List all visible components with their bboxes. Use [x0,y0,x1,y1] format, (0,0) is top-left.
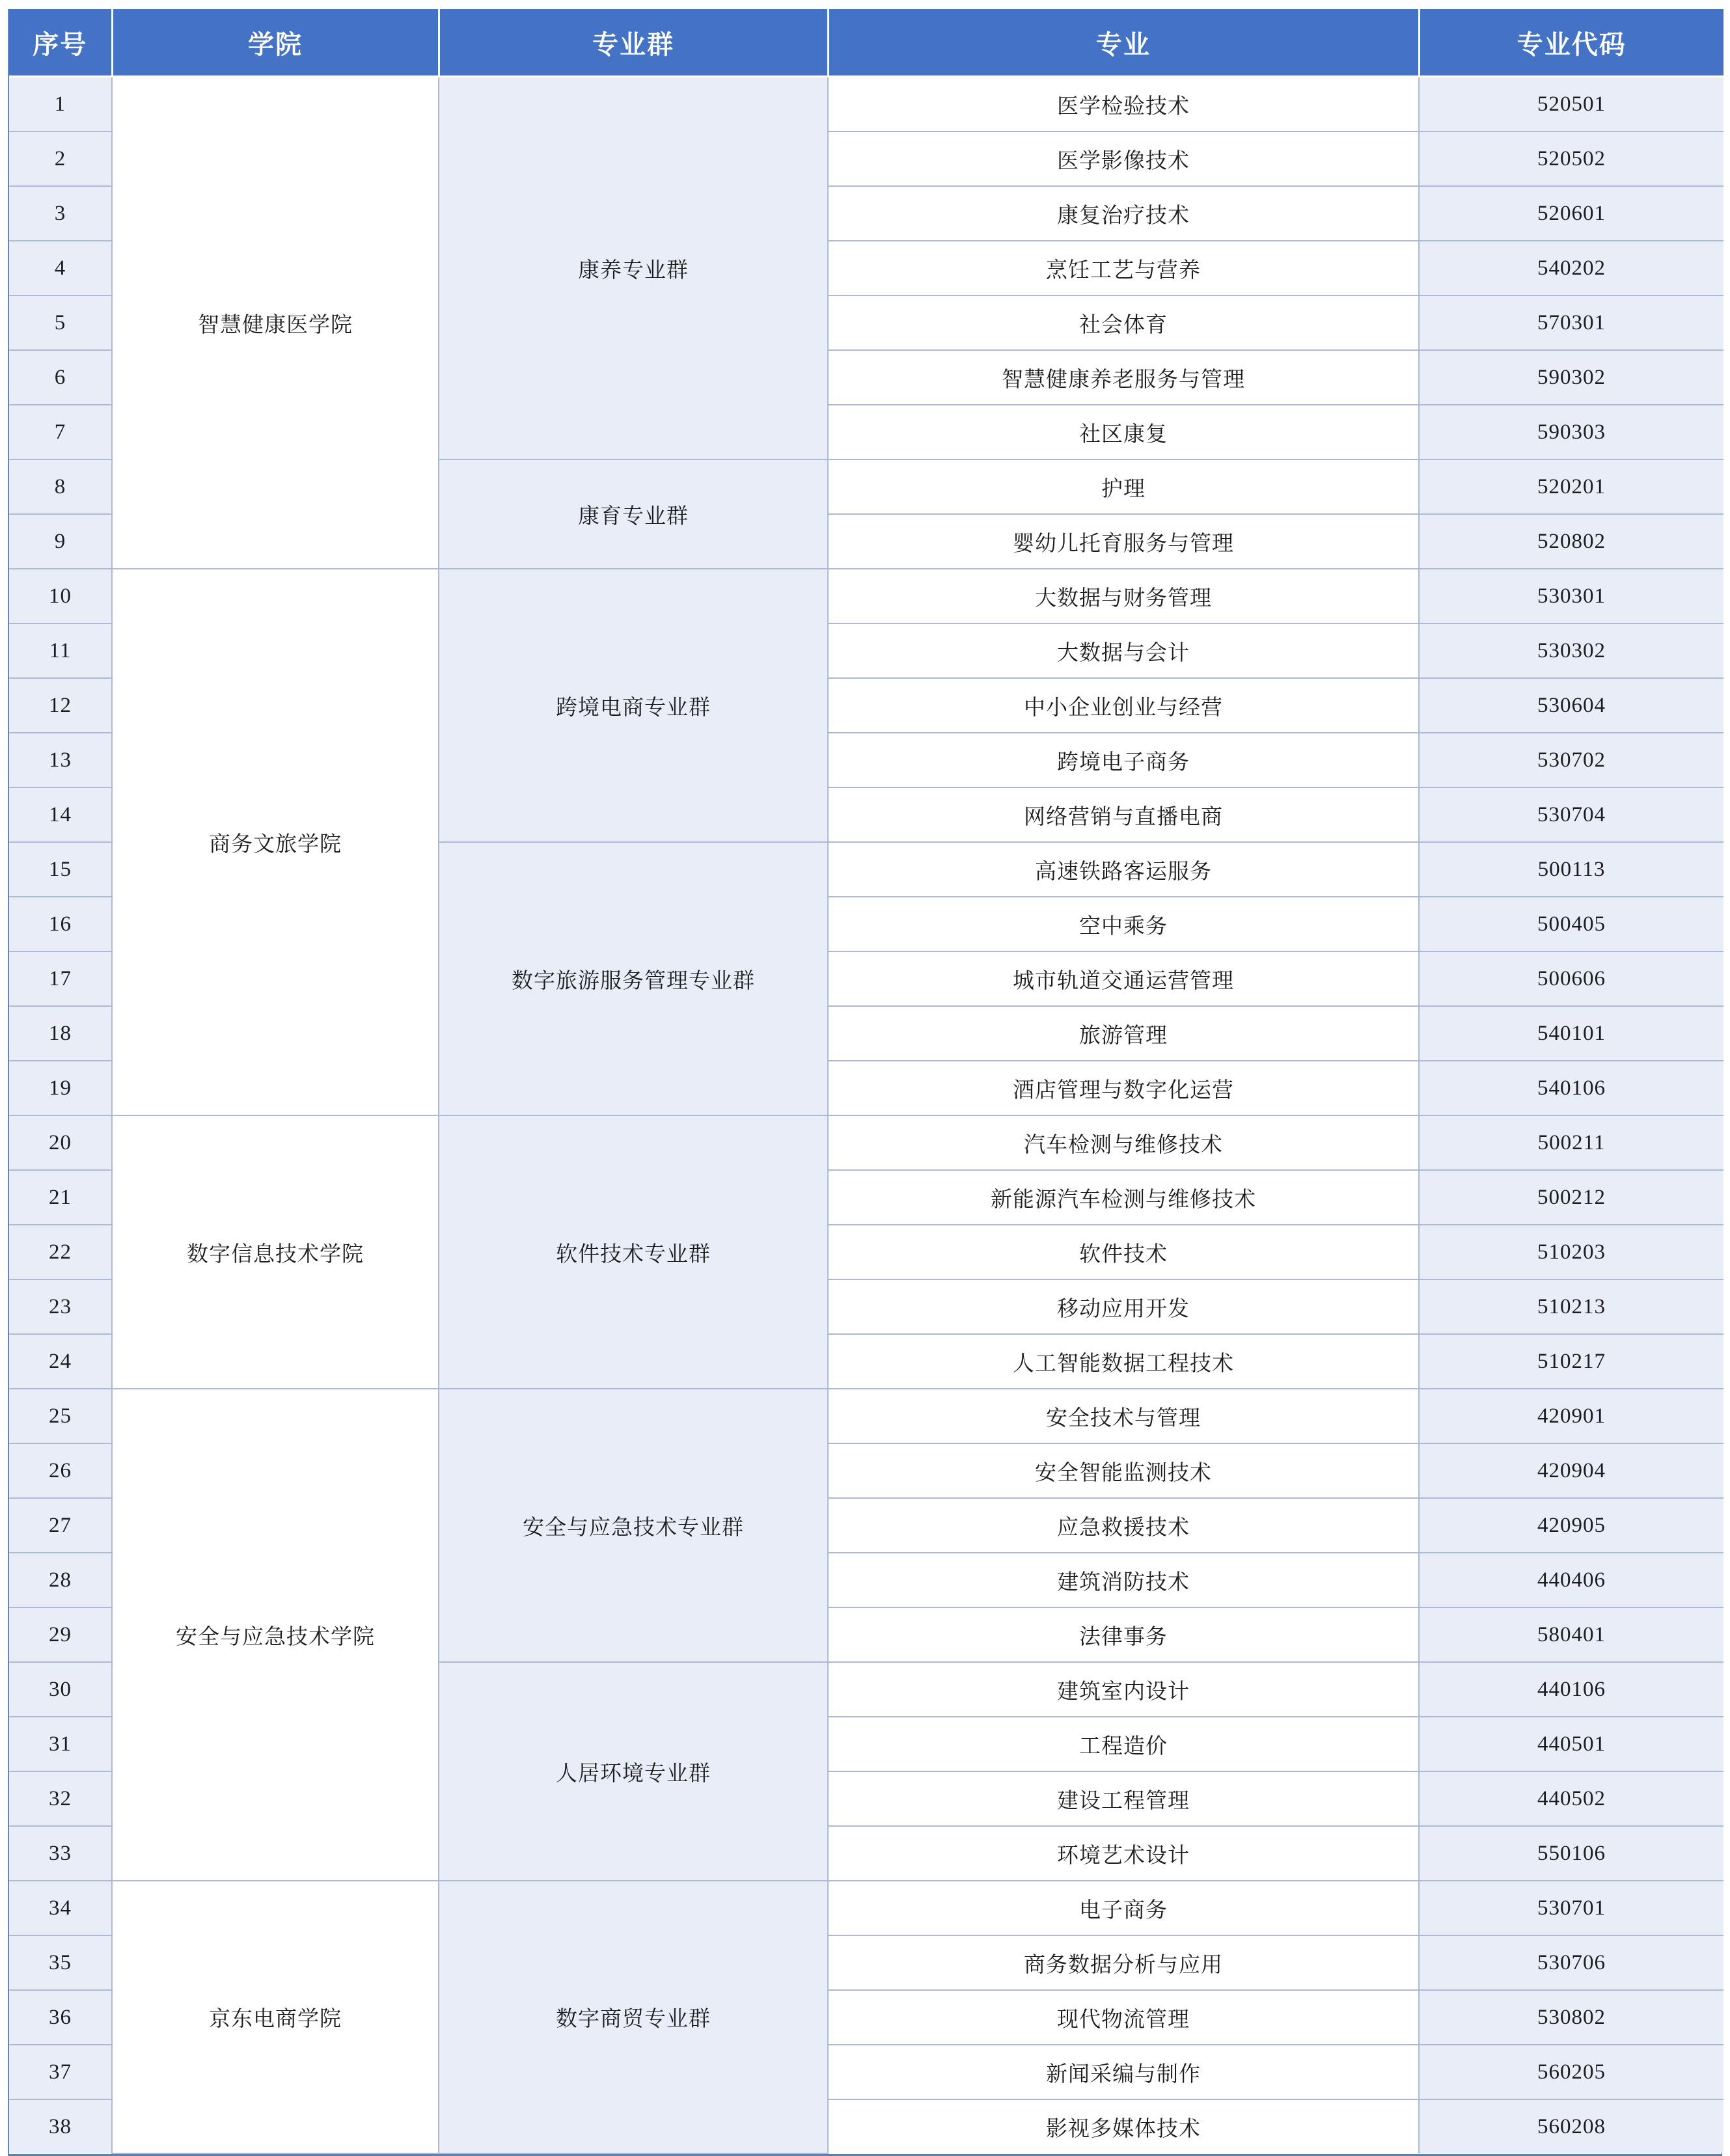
major-cell: 社会体育 [828,295,1419,350]
major-code-cell: 530301 [1419,569,1723,623]
major-cell: 法律事务 [828,1607,1419,1662]
majors-table [9,9,1723,2154]
serial-cell: 15 [9,842,112,897]
serial-cell: 38 [9,2099,112,2153]
serial-cell: 32 [9,1771,112,1826]
major-code-cell: 420901 [1419,1389,1723,1443]
college-cell: 商务文旅学院 [112,569,439,1115]
major-cell: 大数据与财务管理 [828,569,1419,623]
college-cell: 安全与应急技术学院 [112,1389,439,1881]
table-body [9,77,1723,2154]
major-cell: 空中乘务 [828,897,1419,951]
serial-cell: 10 [9,569,112,623]
major-group-cell: 跨境电商专业群 [439,569,828,842]
major-cell: 商务数据分析与应用 [828,1935,1419,1990]
major-cell: 旅游管理 [828,1006,1419,1061]
major-cell: 汽车检测与维修技术 [828,1115,1419,1170]
major-cell: 人工智能数据工程技术 [828,1334,1419,1389]
table-row [9,1881,1723,1935]
major-cell: 医学检验技术 [828,77,1419,132]
major-cell: 环境艺术设计 [828,1826,1419,1881]
major-code-cell: 530302 [1419,623,1723,678]
major-cell: 社区康复 [828,405,1419,459]
major-code-cell: 590303 [1419,405,1723,459]
serial-cell: 34 [9,1881,112,1935]
serial-cell: 3 [9,186,112,241]
major-cell: 医学影像技术 [828,131,1419,186]
major-code-cell: 510217 [1419,1334,1723,1389]
major-code-cell: 440106 [1419,1662,1723,1717]
major-cell: 安全智能监测技术 [828,1443,1419,1498]
major-group-cell: 软件技术专业群 [439,1115,828,1389]
col-header-major: 专业 [828,9,1419,77]
serial-cell: 26 [9,1443,112,1498]
major-code-cell: 440501 [1419,1717,1723,1771]
major-code-cell: 500606 [1419,951,1723,1006]
major-code-cell: 440502 [1419,1771,1723,1826]
major-group-cell: 康育专业群 [439,459,828,569]
major-cell: 应急救援技术 [828,1498,1419,1553]
major-cell: 智慧健康养老服务与管理 [828,350,1419,405]
major-code-cell: 590302 [1419,350,1723,405]
serial-cell: 37 [9,2045,112,2099]
col-header-college: 学院 [112,9,439,77]
major-code-cell: 540106 [1419,1061,1723,1115]
serial-cell: 12 [9,678,112,733]
major-code-cell: 530604 [1419,678,1723,733]
serial-cell: 23 [9,1279,112,1334]
major-cell: 酒店管理与数字化运营 [828,1061,1419,1115]
major-code-cell: 540101 [1419,1006,1723,1061]
major-cell: 软件技术 [828,1225,1419,1279]
major-cell: 婴幼儿托育服务与管理 [828,514,1419,569]
major-code-cell: 530701 [1419,1881,1723,1935]
serial-cell: 1 [9,77,112,132]
serial-cell: 35 [9,1935,112,1990]
college-cell: 数字信息技术学院 [112,1115,439,1389]
major-cell: 康复治疗技术 [828,186,1419,241]
major-group-cell: 数字商贸专业群 [439,1881,828,2153]
major-code-cell: 510203 [1419,1225,1723,1279]
serial-cell: 25 [9,1389,112,1443]
table-row [9,1389,1723,1443]
major-code-cell: 500212 [1419,1170,1723,1225]
major-code-cell: 520501 [1419,77,1723,132]
col-header-serial: 序号 [9,9,112,77]
serial-cell: 7 [9,405,112,459]
serial-cell: 9 [9,514,112,569]
major-code-cell: 520502 [1419,131,1723,186]
serial-cell: 2 [9,131,112,186]
major-cell: 城市轨道交通运营管理 [828,951,1419,1006]
major-code-cell: 550106 [1419,1826,1723,1881]
major-code-cell: 500211 [1419,1115,1723,1170]
serial-cell: 21 [9,1170,112,1225]
major-code-cell: 580401 [1419,1607,1723,1662]
serial-cell: 28 [9,1553,112,1607]
serial-cell: 36 [9,1990,112,2045]
table-header [9,9,1723,77]
serial-cell: 17 [9,951,112,1006]
major-cell: 电子商务 [828,1881,1419,1935]
serial-cell: 5 [9,295,112,350]
major-cell: 安全技术与管理 [828,1389,1419,1443]
major-cell: 现代物流管理 [828,1990,1419,2045]
serial-cell: 19 [9,1061,112,1115]
serial-cell: 11 [9,623,112,678]
major-code-cell: 530802 [1419,1990,1723,2045]
major-code-cell: 520201 [1419,459,1723,514]
major-cell: 影视多媒体技术 [828,2099,1419,2153]
header-row [9,9,1723,77]
major-cell: 网络营销与直播电商 [828,787,1419,842]
serial-cell: 18 [9,1006,112,1061]
major-cell: 烹饪工艺与营养 [828,241,1419,295]
major-codes-table [8,9,1722,2156]
serial-cell: 22 [9,1225,112,1279]
major-cell: 中小企业创业与经营 [828,678,1419,733]
major-cell: 护理 [828,459,1419,514]
serial-cell: 33 [9,1826,112,1881]
major-code-cell: 500405 [1419,897,1723,951]
serial-cell: 8 [9,459,112,514]
serial-cell: 16 [9,897,112,951]
major-code-cell: 530706 [1419,1935,1723,1990]
serial-cell: 31 [9,1717,112,1771]
major-code-cell: 530704 [1419,787,1723,842]
major-group-cell: 数字旅游服务管理专业群 [439,842,828,1115]
major-code-cell: 570301 [1419,295,1723,350]
major-cell: 建筑室内设计 [828,1662,1419,1717]
college-cell: 京东电商学院 [112,1881,439,2153]
serial-cell: 6 [9,350,112,405]
serial-cell: 24 [9,1334,112,1389]
major-cell: 新能源汽车检测与维修技术 [828,1170,1419,1225]
table-row [9,77,1723,132]
major-group-cell: 安全与应急技术专业群 [439,1389,828,1662]
major-code-cell: 510213 [1419,1279,1723,1334]
serial-cell: 4 [9,241,112,295]
major-group-cell: 康养专业群 [439,77,828,460]
major-cell: 移动应用开发 [828,1279,1419,1334]
major-cell: 高速铁路客运服务 [828,842,1419,897]
major-code-cell: 520802 [1419,514,1723,569]
college-cell: 智慧健康医学院 [112,77,439,569]
serial-cell: 13 [9,733,112,787]
major-cell: 大数据与会计 [828,623,1419,678]
major-code-cell: 520601 [1419,186,1723,241]
major-code-cell: 500113 [1419,842,1723,897]
major-cell: 建筑消防技术 [828,1553,1419,1607]
serial-cell: 29 [9,1607,112,1662]
major-code-cell: 420905 [1419,1498,1723,1553]
major-cell: 跨境电子商务 [828,733,1419,787]
major-code-cell: 530702 [1419,733,1723,787]
table-row [9,569,1723,623]
major-code-cell: 420904 [1419,1443,1723,1498]
serial-cell: 27 [9,1498,112,1553]
major-cell: 工程造价 [828,1717,1419,1771]
col-header-major-code: 专业代码 [1419,9,1723,77]
table-row [9,1115,1723,1170]
major-group-cell: 人居环境专业群 [439,1662,828,1881]
col-header-major-group: 专业群 [439,9,828,77]
serial-cell: 20 [9,1115,112,1170]
serial-cell: 14 [9,787,112,842]
major-cell: 新闻采编与制作 [828,2045,1419,2099]
serial-cell: 30 [9,1662,112,1717]
major-code-cell: 540202 [1419,241,1723,295]
major-cell: 建设工程管理 [828,1771,1419,1826]
major-code-cell: 440406 [1419,1553,1723,1607]
major-code-cell: 560208 [1419,2099,1723,2153]
major-code-cell: 560205 [1419,2045,1723,2099]
